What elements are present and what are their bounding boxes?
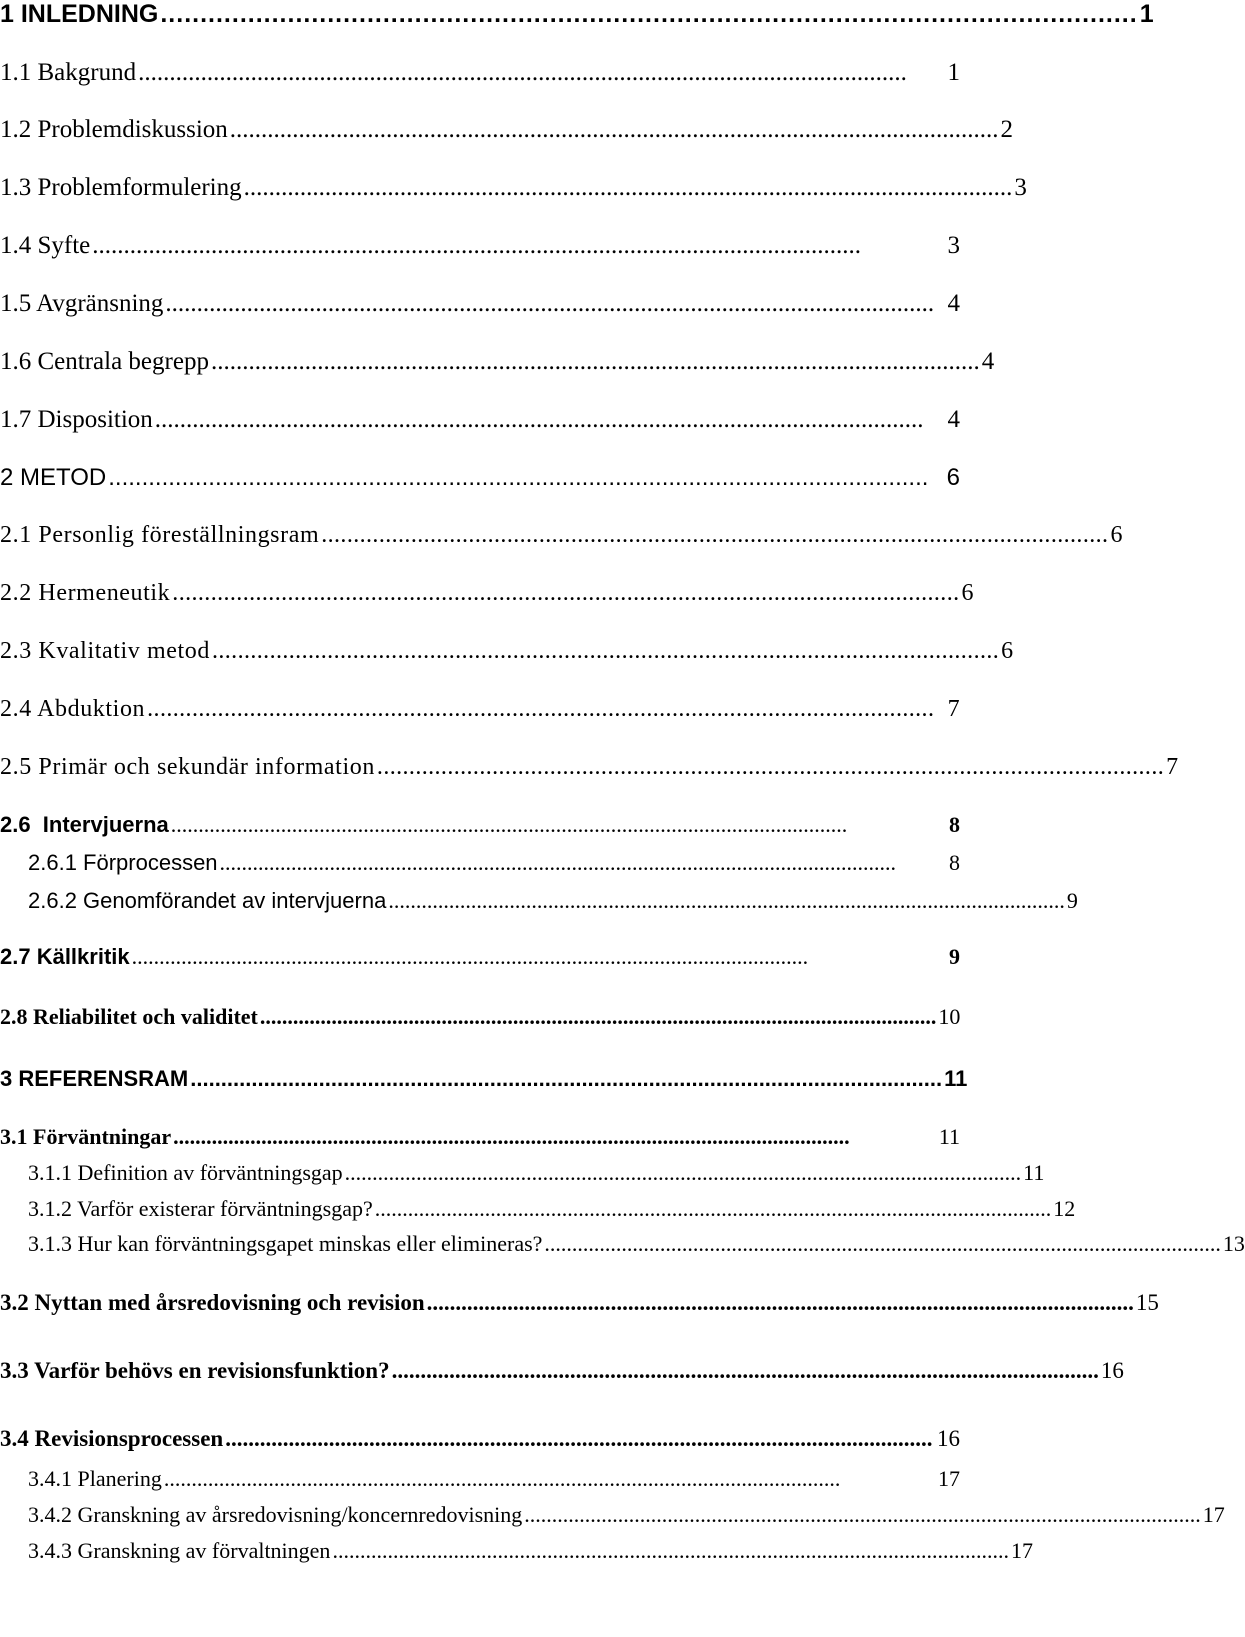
toc-entry[interactable] bbox=[0, 348, 995, 376]
toc-entry-title: 3.3 Varför behövs en revisionsfunktion? bbox=[0, 1358, 390, 1383]
toc-dot-leader: ........................................................................................................................... bbox=[211, 638, 1000, 664]
toc-entry-title: 3.1.3 Hur kan förväntningsgapet minskas eller elimineras? bbox=[28, 1231, 543, 1256]
toc-page-number: 16 bbox=[1100, 1358, 1124, 1383]
toc-entry[interactable] bbox=[0, 174, 1027, 202]
toc-page-number: 7 bbox=[947, 696, 960, 722]
toc-dot-leader: ........................................................................................................................... bbox=[147, 696, 935, 722]
toc-entry[interactable] bbox=[28, 1538, 1033, 1564]
toc-entry[interactable] bbox=[0, 1004, 960, 1030]
toc-dot-leader: ........................................................................................................................... bbox=[524, 1502, 1201, 1527]
toc-entry[interactable] bbox=[0, 406, 960, 434]
toc-dot-leader: ........................................................................................................................... bbox=[321, 522, 1109, 548]
toc-entry-title: 3.2 Nyttan med årsredovisning och revision bbox=[0, 1290, 425, 1315]
toc-entry-title: 2.6 Intervjuerna bbox=[0, 812, 169, 837]
toc-page-number: 9 bbox=[949, 944, 960, 969]
toc-entry-title: 3.1.2 Varför existerar förväntningsgap? bbox=[28, 1196, 373, 1221]
toc-entry-title: 2.5 Primär och sekundär information bbox=[0, 754, 375, 780]
toc-dot-leader: ........................................................................................................................... bbox=[131, 944, 809, 969]
toc-entry-title: 1.1 Bakgrund bbox=[0, 59, 137, 86]
toc-entry-title: 3 REFERENSRAM bbox=[0, 1066, 189, 1091]
toc-entry-title: 1 INLEDNING bbox=[0, 0, 159, 28]
toc-entry-title: 3.4.3 Granskning av förvaltningen bbox=[28, 1538, 331, 1563]
toc-entry-title: 3.4.1 Planering bbox=[28, 1466, 162, 1491]
toc-dot-leader: ........................................................................................................................... bbox=[259, 1004, 937, 1029]
toc-entry[interactable] bbox=[28, 1231, 1245, 1257]
toc-dot-leader: ........................................................................................................................... bbox=[190, 1066, 943, 1091]
toc-entry-title: 2.3 Kvalitativ metod bbox=[0, 638, 210, 664]
toc-page-number: 4 bbox=[947, 290, 960, 317]
toc-page-number: 4 bbox=[981, 348, 995, 375]
toc-page-number: 6 bbox=[946, 464, 960, 491]
toc-dot-leader: ........................................................................................................................... bbox=[344, 1160, 1022, 1185]
toc-page-number: 7 bbox=[1166, 754, 1179, 780]
toc-entry-title: 1.3 Problemformulering bbox=[0, 174, 242, 201]
toc-page-number: 11 bbox=[944, 1066, 968, 1091]
toc-entry-title: 2.6.2 Genomförandet av intervjuerna bbox=[28, 888, 387, 913]
toc-entry-title: 1.2 Problemdiskussion bbox=[0, 116, 228, 143]
toc-entry[interactable] bbox=[28, 1502, 1225, 1528]
toc-entry[interactable] bbox=[0, 59, 960, 87]
toc-entry-title: 1.7 Disposition bbox=[0, 406, 153, 433]
toc-entry[interactable] bbox=[0, 464, 960, 492]
toc-page-number: 17 bbox=[938, 1466, 960, 1491]
toc-entry-title: 1.4 Syfte bbox=[0, 232, 91, 259]
toc-entry[interactable] bbox=[28, 1196, 1076, 1222]
toc-page-number: 9 bbox=[1066, 888, 1078, 913]
toc-page-number: 3 bbox=[947, 232, 960, 259]
toc-dot-leader: ........................................................................................................................... bbox=[376, 754, 1165, 780]
toc-dot-leader: ........................................................................................................................... bbox=[426, 1290, 1134, 1315]
toc-page-number: 4 bbox=[947, 406, 960, 433]
toc-dot-leader: ........................................................................................................................... bbox=[172, 580, 960, 606]
toc-entry[interactable] bbox=[0, 290, 960, 318]
toc-entry-title: 2.1 Personlig föreställningsram bbox=[0, 522, 320, 548]
toc-dot-leader: ........................................................................................................................... bbox=[391, 1358, 1099, 1383]
toc-dot-leader: ........................................................................................................................... bbox=[170, 812, 848, 837]
toc-entry[interactable] bbox=[0, 116, 1014, 144]
toc-page-number: 6 bbox=[961, 580, 974, 606]
toc-entry[interactable] bbox=[0, 232, 960, 260]
toc-entry-title: 2 METOD bbox=[0, 464, 107, 491]
toc-dot-leader: ........................................................................................................................... bbox=[163, 1466, 841, 1491]
toc-page-number: 2 bbox=[1000, 116, 1014, 143]
toc-page-number: 17 bbox=[1202, 1502, 1225, 1527]
toc-entry[interactable] bbox=[0, 638, 1014, 665]
toc-entry-title: 2.2 Hermeneutik bbox=[0, 580, 171, 606]
toc-dot-leader: ........................................................................................................................... bbox=[374, 1196, 1052, 1221]
toc-dot-leader: ........................................................................................................................... bbox=[388, 888, 1065, 913]
toc-dot-leader: ........................................................................................................................... bbox=[173, 1124, 850, 1149]
toc-dot-leader: ........................................................................................................................... bbox=[225, 1426, 933, 1451]
toc-dot-leader: ........................................................................................................................... bbox=[165, 290, 935, 317]
toc-entry[interactable] bbox=[28, 1466, 960, 1492]
toc-entry[interactable] bbox=[0, 1124, 960, 1150]
toc-entry-title: 3.1.1 Definition av förväntningsgap bbox=[28, 1160, 343, 1185]
toc-entry[interactable] bbox=[0, 1358, 1124, 1384]
toc-entry-title: 1.6 Centrala begrepp bbox=[0, 348, 209, 375]
toc-entry[interactable] bbox=[0, 580, 974, 607]
toc-entry-title: 3.1 Förväntningar bbox=[0, 1124, 172, 1149]
toc-page-number: 10 bbox=[938, 1004, 961, 1029]
toc-page-number: 1 bbox=[947, 59, 960, 86]
toc-page-number: 16 bbox=[937, 1426, 960, 1451]
toc-dot-leader: ........................................................................................................................... bbox=[544, 1231, 1221, 1256]
toc-entry[interactable] bbox=[28, 850, 960, 876]
toc-entry[interactable] bbox=[0, 754, 1179, 781]
toc-entry-title: 2.7 Källkritik bbox=[0, 944, 130, 969]
toc-dot-leader: ........................................................................................................................... bbox=[243, 174, 1013, 201]
toc-dot-leader: ........................................................................................................................... bbox=[108, 464, 929, 491]
toc-entry[interactable] bbox=[0, 1426, 960, 1452]
toc-entry-title: 1.5 Avgränsning bbox=[0, 290, 164, 317]
toc-entry[interactable] bbox=[0, 812, 960, 838]
toc-page-number: 3 bbox=[1014, 174, 1027, 201]
toc-dot-leader: ........................................................................................................................... bbox=[138, 59, 907, 86]
toc-entry[interactable] bbox=[0, 696, 960, 723]
toc-dot-leader: ........................................................................................................................... bbox=[160, 0, 1138, 28]
toc-dot-leader: ........................................................................................................................... bbox=[332, 1538, 1009, 1563]
toc-entry[interactable] bbox=[28, 888, 1078, 914]
toc-dot-leader: ........................................................................................................................... bbox=[210, 348, 980, 375]
toc-page-number: 6 bbox=[1001, 638, 1014, 664]
toc-dot-leader: ........................................................................................................................... bbox=[229, 116, 999, 143]
toc-page-number: 12 bbox=[1053, 1196, 1076, 1221]
toc-page-number: 8 bbox=[949, 812, 960, 837]
toc-page-number: 11 bbox=[1023, 1160, 1045, 1185]
toc-entry[interactable] bbox=[0, 1066, 968, 1092]
toc-page-number: 1 bbox=[1139, 0, 1154, 28]
toc-dot-leader: ........................................................................................................................... bbox=[219, 850, 897, 875]
toc-entry[interactable] bbox=[28, 1160, 1045, 1186]
toc-dot-leader: ........................................................................................................................... bbox=[92, 232, 862, 259]
toc-entry-title: 2.8 Reliabilitet och validitet bbox=[0, 1004, 258, 1029]
toc-page-number: 17 bbox=[1010, 1538, 1033, 1563]
toc-entry[interactable] bbox=[0, 522, 1123, 549]
toc-page-number: 15 bbox=[1135, 1290, 1159, 1315]
toc-page-number: 8 bbox=[949, 850, 960, 875]
toc-page-number: 11 bbox=[938, 1124, 960, 1149]
toc-page-number: 6 bbox=[1110, 522, 1123, 548]
toc-page-number: 13 bbox=[1222, 1231, 1245, 1256]
toc-entry[interactable] bbox=[0, 944, 960, 970]
toc-entry-title: 3.4 Revisionsprocessen bbox=[0, 1426, 224, 1451]
toc-dot-leader: ........................................................................................................................... bbox=[154, 406, 924, 433]
toc-entry-title: 2.6.1 Förprocessen bbox=[28, 850, 218, 875]
toc-entry[interactable] bbox=[0, 1290, 1159, 1316]
toc-entry-title: 2.4 Abduktion bbox=[0, 696, 146, 722]
toc-entry[interactable] bbox=[0, 0, 1154, 29]
toc-entry-title: 3.4.2 Granskning av årsredovisning/koncernredovisning bbox=[28, 1502, 523, 1527]
